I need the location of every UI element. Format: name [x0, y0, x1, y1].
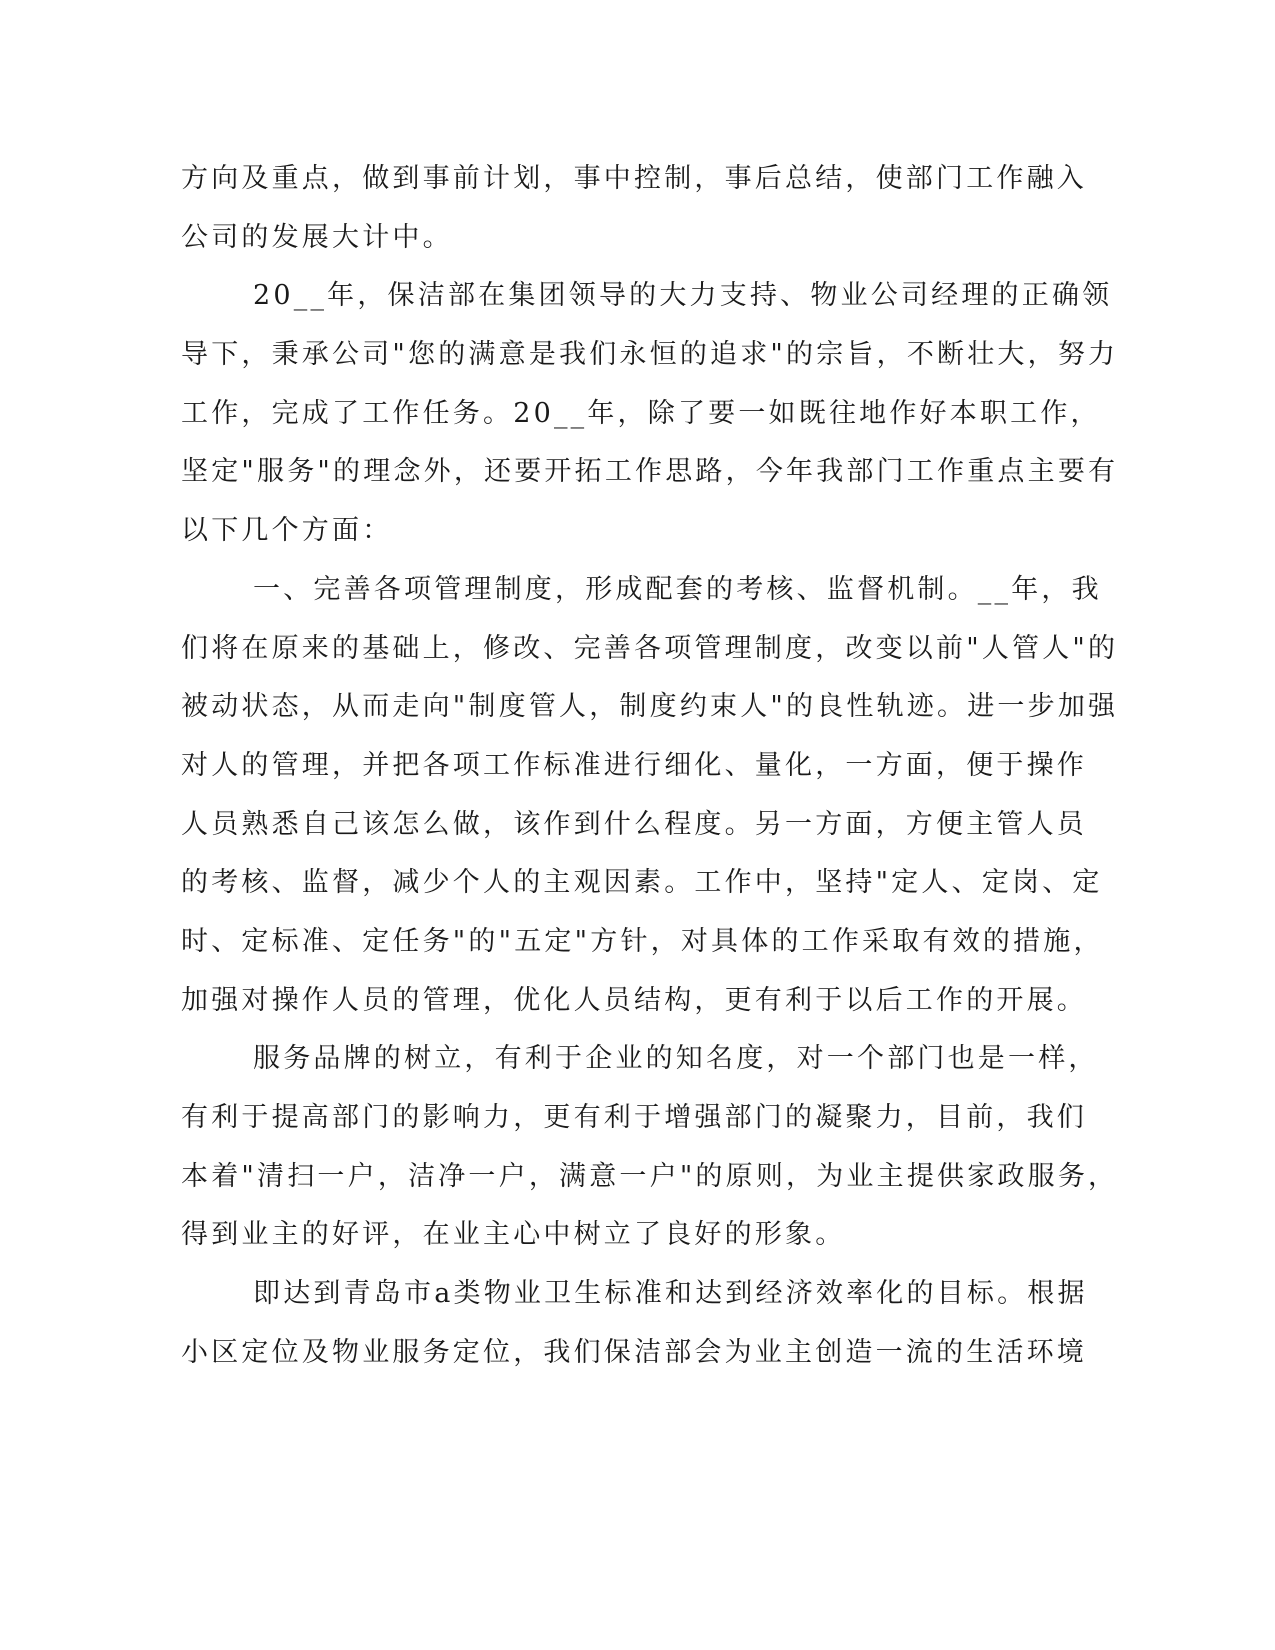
paragraph-start-line: 一、完善各项管理制度，形成配套的考核、监督机制。__年，我 — [253, 573, 1102, 605]
text-line: 工作，完成了工作任务。20__年，除了要一如既往地作好本职工作， — [181, 397, 1101, 429]
text-line: 时、定标准、定任务"的"五定"方针，对具体的工作采取有效的措施， — [181, 925, 1104, 957]
text-line: 本着"清扫一户，洁净一户，满意一户"的原则，为业主提供家政服务， — [181, 1160, 1119, 1192]
text-line: 得到业主的好评，在业主心中树立了良好的形象。 — [181, 1219, 846, 1251]
text-line: 方向及重点，做到事前计划，事中控制，事后总结，使部门工作融入 — [181, 163, 1087, 194]
text-line: 加强对操作人员的管理，优化人员结构，更有利于以后工作的开展。 — [181, 984, 1087, 1016]
paragraph-start-line: 即达到青岛市a类物业卫生标准和达到经济效率化的目标。根据 — [253, 1278, 1088, 1310]
text-line: 们将在原来的基础上，修改、完善各项管理制度，改变以前"人管人"的 — [181, 632, 1119, 664]
text-line: 坚定"服务"的理念外，还要开拓工作思路，今年我部门工作重点主要有 — [181, 456, 1119, 488]
text-line: 对人的管理，并把各项工作标准进行细化、量化，一方面，便于操作 — [181, 749, 1087, 781]
text-line: 公司的发展大计中。 — [181, 221, 453, 253]
text-line: 以下几个方面： — [181, 515, 393, 547]
text-line: 的考核、监督，减少个人的主观因素。工作中，坚持"定人、定岗、定 — [181, 867, 1103, 899]
text-line: 人员熟悉自己该怎么做，该作到什么程度。另一方面，方便主管人员 — [181, 808, 1087, 840]
text-line: 导下，秉承公司"您的满意是我们永恒的追求"的宗旨，不断壮大，努力 — [181, 339, 1119, 371]
document-body — [181, 150, 1119, 1382]
text-line: 有利于提高部门的影响力，更有利于增强部门的凝聚力，目前，我们 — [181, 1102, 1087, 1133]
paragraph-start-line: 服务品牌的树立，有利于企业的知名度，对一个部门也是一样， — [253, 1043, 1099, 1075]
text-line: 小区定位及物业服务定位，我们保洁部会为业主创造一流的生活环境 — [181, 1336, 1087, 1368]
paragraph-start-line: 20__年，保洁部在集团领导的大力支持、物业公司经理的正确领 — [253, 280, 1113, 312]
text-line: 被动状态，从而走向"制度管人，制度约束人"的良性轨迹。进一步加强 — [181, 691, 1119, 723]
